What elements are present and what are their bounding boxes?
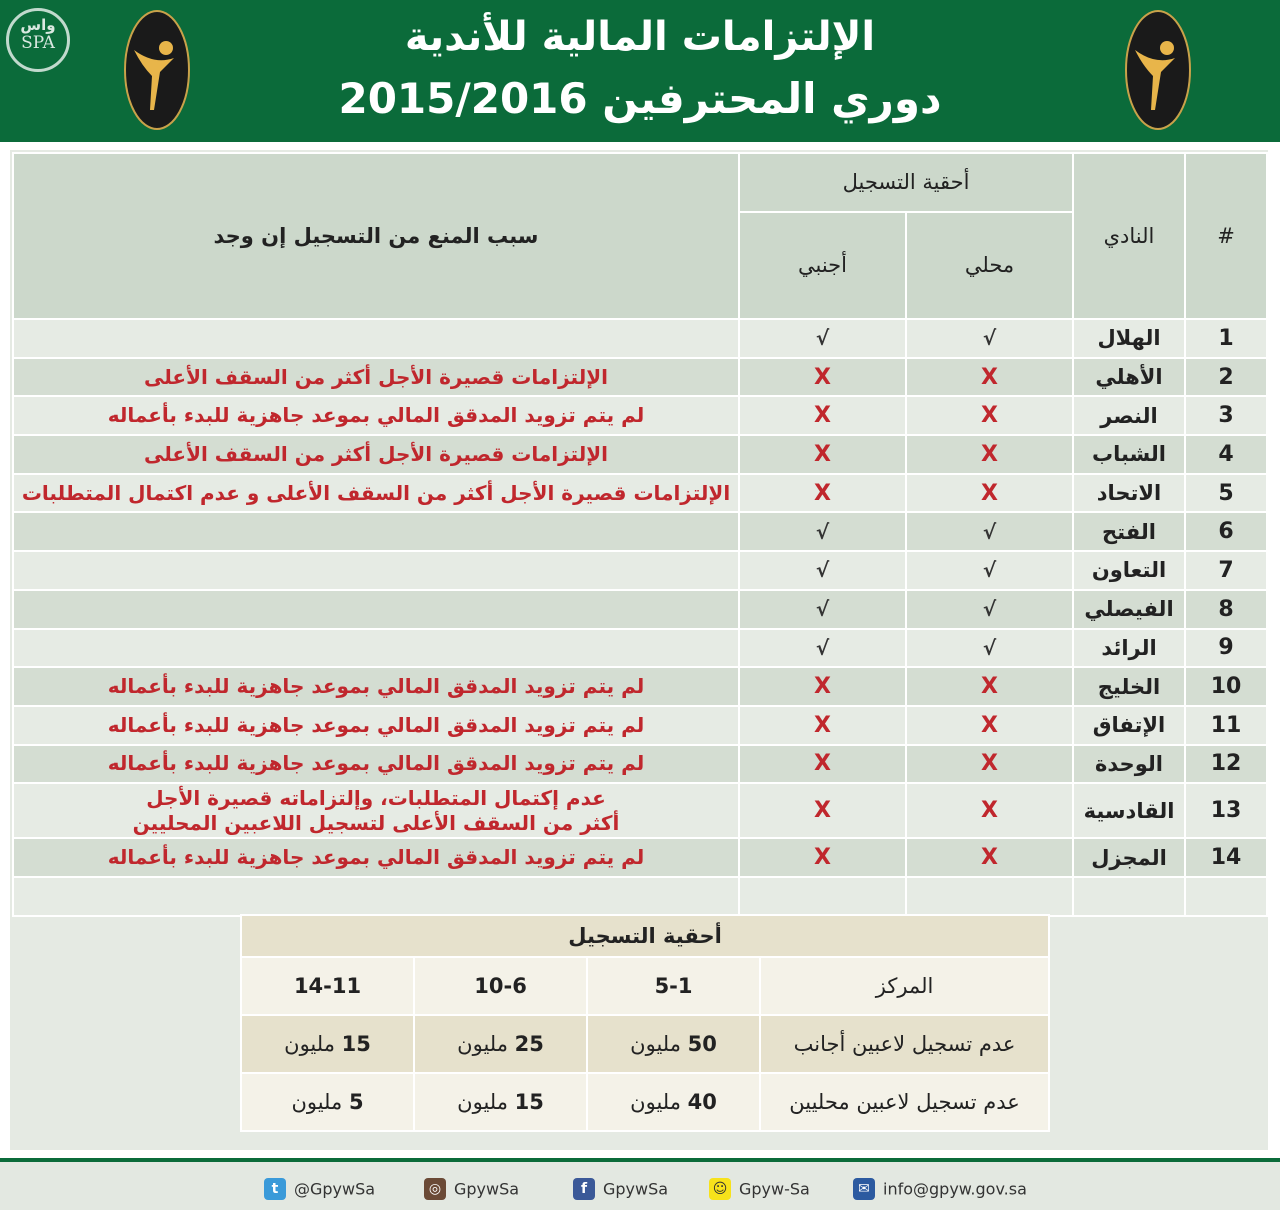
spa-logo-ar: واس: [20, 16, 56, 34]
row-num: 9: [1185, 629, 1267, 668]
row-reason: [13, 551, 739, 590]
row-reason: [13, 629, 739, 668]
penalties-title: أحقية التسجيل: [241, 915, 1049, 957]
penalty-local-v1: [587, 1073, 760, 1131]
row-club: الوحدة: [1073, 745, 1185, 784]
row-num: 1: [1185, 319, 1267, 358]
penalty-amount: 15: [341, 1032, 371, 1056]
row-reason: لم يتم تزويد المدقق المالي بموعد جاهزية للبدء بأعماله: [13, 396, 739, 435]
row-reason: [13, 512, 739, 551]
footer-snapchat[interactable]: [709, 1178, 810, 1200]
penalties-table: [240, 914, 1050, 1132]
penalty-foreign-v2: [414, 1015, 587, 1073]
row-local: X: [906, 358, 1073, 397]
table-row: [13, 745, 1267, 784]
row-local: √: [906, 629, 1073, 668]
row-club: الرائد: [1073, 629, 1185, 668]
row-club: الشباب: [1073, 435, 1185, 474]
table-row: [13, 629, 1267, 668]
row-reason: [13, 319, 739, 358]
footer-email-text: info@gpyw.gov.sa: [883, 1179, 1027, 1199]
row-local: X: [906, 435, 1073, 474]
penalty-local-v2: [414, 1073, 587, 1131]
header-club: النادي: [1073, 153, 1185, 319]
empty-cell: [1073, 877, 1185, 916]
row-local: X: [906, 838, 1073, 877]
row-foreign: √: [739, 629, 906, 668]
table-row: [13, 358, 1267, 397]
row-reason: لم يتم تزويد المدقق المالي بموعد جاهزية للبدء بأعماله: [13, 745, 739, 784]
row-reason: الإلتزامات قصيرة الأجل أكثر من السقف الأعلى: [13, 435, 739, 474]
row-club: الإتفاق: [1073, 706, 1185, 745]
footer-facebook-text: GpywSa: [603, 1179, 669, 1199]
row-club: الأهلي: [1073, 358, 1185, 397]
table-row: [13, 319, 1267, 358]
row-num: 7: [1185, 551, 1267, 590]
row-reason: [13, 783, 739, 838]
row-num: 11: [1185, 706, 1267, 745]
row-club: النصر: [1073, 396, 1185, 435]
penalty-unit: مليون: [457, 1032, 508, 1056]
page-title: الإلتزامات المالية للأندية: [404, 14, 876, 60]
row-foreign: √: [739, 551, 906, 590]
penalties-col-1-5: 5-1: [587, 957, 760, 1015]
row-reason: [13, 590, 739, 629]
header-num: #: [1185, 153, 1267, 319]
row-reason: لم يتم تزويد المدقق المالي بموعد جاهزية للبدء بأعماله: [13, 838, 739, 877]
row-reason: لم يتم تزويد المدقق المالي بموعد جاهزية للبدء بأعماله: [13, 667, 739, 706]
row-num: 3: [1185, 396, 1267, 435]
row-local: √: [906, 590, 1073, 629]
penalty-amount: 40: [687, 1090, 717, 1114]
row-local: X: [906, 745, 1073, 784]
penalty-local-v3: [241, 1073, 414, 1131]
table-row: [13, 396, 1267, 435]
page-subtitle: دوري المحترفين 2015/2016: [338, 74, 942, 123]
penalty-foreign-v1: [587, 1015, 760, 1073]
row-foreign: X: [739, 838, 906, 877]
header-foreign: أجنبي: [739, 212, 906, 319]
spa-logo-en: SPA: [21, 33, 55, 53]
footer-instagram-text: GpywSa: [454, 1179, 520, 1199]
footer-email[interactable]: [853, 1178, 1027, 1200]
instagram-icon: ◎: [424, 1178, 446, 1200]
mail-icon: ✉: [853, 1178, 875, 1200]
table-row: [13, 590, 1267, 629]
row-foreign: X: [739, 474, 906, 513]
row-foreign: X: [739, 667, 906, 706]
row-num: 2: [1185, 358, 1267, 397]
row-foreign: X: [739, 783, 906, 838]
penalty-amount: 25: [514, 1032, 544, 1056]
empty-cell: [13, 877, 739, 916]
facebook-icon: f: [573, 1178, 595, 1200]
footer-facebook[interactable]: [573, 1178, 668, 1200]
penalty-unit: مليون: [630, 1032, 681, 1056]
header-banner: [0, 0, 1280, 142]
row-reason-line2: أكثر من السقف الأعلى لتسجيل اللاعبين المحليين: [132, 810, 620, 835]
table-row: [13, 667, 1267, 706]
row-foreign: X: [739, 358, 906, 397]
footer-instagram[interactable]: [424, 1178, 519, 1200]
row-local: X: [906, 396, 1073, 435]
row-num: 13: [1185, 783, 1267, 838]
row-num: 4: [1185, 435, 1267, 474]
row-num: 6: [1185, 512, 1267, 551]
header-local: محلي: [906, 212, 1073, 319]
twitter-icon: t: [264, 1178, 286, 1200]
row-foreign: √: [739, 590, 906, 629]
header-reason: سبب المنع من التسجيل إن وجد: [13, 153, 739, 319]
row-foreign: X: [739, 745, 906, 784]
row-club: الاتحاد: [1073, 474, 1185, 513]
row-reason: الإلتزامات قصيرة الأجل أكثر من السقف الأعلى و عدم اكتمال المتطلبات: [13, 474, 739, 513]
table-row: [13, 783, 1267, 838]
penalty-amount: 15: [514, 1090, 544, 1114]
row-num: 10: [1185, 667, 1267, 706]
empty-cell: [739, 877, 906, 916]
row-foreign: X: [739, 396, 906, 435]
row-num: 14: [1185, 838, 1267, 877]
table-row: [13, 512, 1267, 551]
header-eligibility: أحقية التسجيل: [739, 153, 1073, 212]
row-foreign: √: [739, 512, 906, 551]
penalty-unit: مليون: [457, 1090, 508, 1114]
row-local: X: [906, 706, 1073, 745]
footer-twitter-text: @GpywSa: [294, 1179, 376, 1199]
row-foreign: X: [739, 435, 906, 474]
row-reason: الإلتزامات قصيرة الأجل أكثر من السقف الأعلى: [13, 358, 739, 397]
penalty-unit: مليون: [291, 1090, 343, 1114]
row-local: √: [906, 512, 1073, 551]
table-row: [13, 551, 1267, 590]
penalties-col-11-14: 14-11: [241, 957, 414, 1015]
penalty-local-label: عدم تسجيل لاعبين محليين: [760, 1073, 1049, 1131]
footer: [0, 1158, 1280, 1210]
penalty-amount: 5: [348, 1090, 364, 1114]
row-club: الخليج: [1073, 667, 1185, 706]
penalties-col-position: المركز: [760, 957, 1049, 1015]
penalty-amount: 50: [687, 1032, 717, 1056]
penalty-unit: مليون: [630, 1090, 681, 1114]
table-row: [13, 706, 1267, 745]
penalty-foreign-v3: [241, 1015, 414, 1073]
row-club: المجزل: [1073, 838, 1185, 877]
table-row: [13, 474, 1267, 513]
row-local: X: [906, 474, 1073, 513]
table-row-empty: [13, 877, 1267, 916]
row-num: 5: [1185, 474, 1267, 513]
snapchat-icon: ☺: [709, 1178, 731, 1200]
row-club: الفيصلي: [1073, 590, 1185, 629]
row-num: 8: [1185, 590, 1267, 629]
row-local: X: [906, 667, 1073, 706]
row-club: الهلال: [1073, 319, 1185, 358]
row-foreign: X: [739, 706, 906, 745]
empty-cell: [906, 877, 1073, 916]
table-row: [13, 435, 1267, 474]
penalty-unit: مليون: [284, 1032, 335, 1056]
row-local: X: [906, 783, 1073, 838]
clubs-table: [12, 152, 1268, 917]
empty-cell: [1185, 877, 1267, 916]
row-num: 12: [1185, 745, 1267, 784]
row-club: التعاون: [1073, 551, 1185, 590]
footer-snapchat-text: Gpyw-Sa: [739, 1179, 810, 1199]
row-local: √: [906, 319, 1073, 358]
row-reason: لم يتم تزويد المدقق المالي بموعد جاهزية للبدء بأعماله: [13, 706, 739, 745]
footer-twitter[interactable]: [264, 1178, 375, 1200]
row-foreign: √: [739, 319, 906, 358]
penalties-col-6-10: 10-6: [414, 957, 587, 1015]
table-row: [13, 838, 1267, 877]
row-local: √: [906, 551, 1073, 590]
penalty-foreign-label: عدم تسجيل لاعبين أجانب: [760, 1015, 1049, 1073]
row-club: القادسية: [1073, 783, 1185, 838]
row-club: الفتح: [1073, 512, 1185, 551]
row-reason-line1: عدم إكتمال المتطلبات، وإلتزاماته قصيرة الأجل: [146, 785, 606, 810]
